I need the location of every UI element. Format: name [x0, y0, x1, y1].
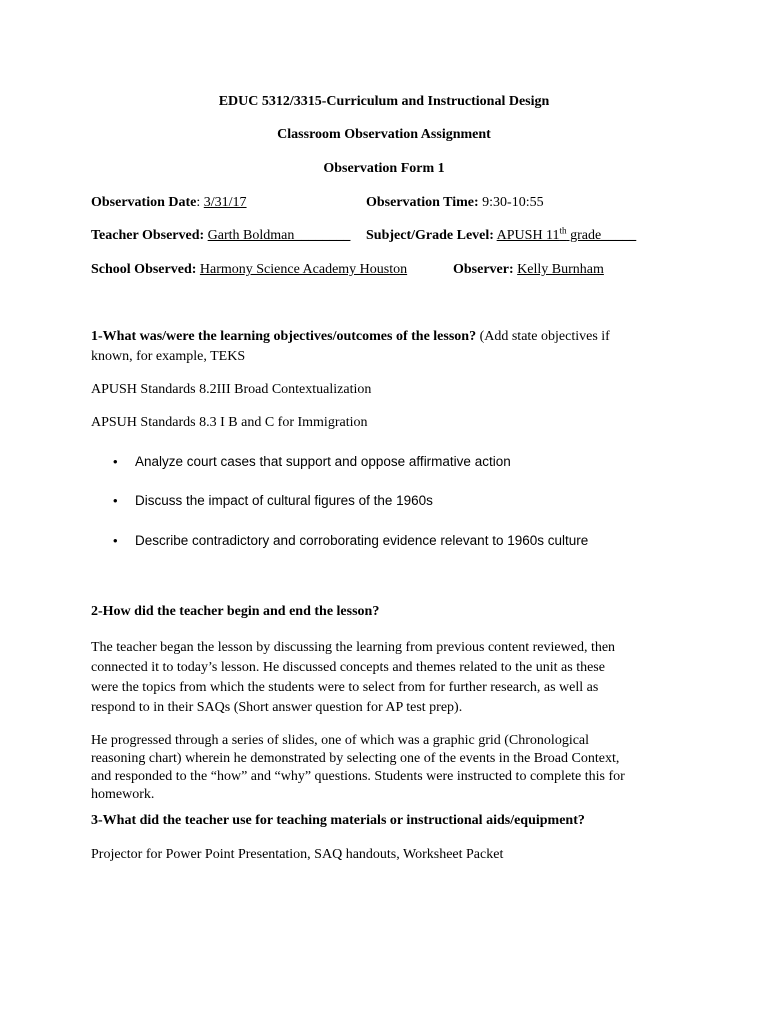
course-title: EDUC 5312/3315-Curriculum and Instructional Design: [218, 94, 550, 109]
observer-row: [453, 262, 604, 278]
paragraph-line: connected it to today’s lesson. He discussed concepts and themes related to the unit as these: [91, 660, 605, 675]
objective-text: Discuss the impact of cultural figures of the 1960s: [135, 493, 433, 508]
question-2: 2-How did the teacher begin and end the lesson?: [91, 604, 380, 619]
school-value: Harmony Science Academy Houston: [199, 262, 408, 277]
observation-time-label: Observation Time:: [366, 195, 479, 210]
standard-2: APSUH Standards 8.3 I B and C for Immigration: [91, 415, 368, 430]
paragraph-line: homework.: [91, 787, 155, 802]
question-1-hint: (Add state objectives if: [476, 329, 610, 344]
paragraph-line: reasoning chart) wherein he demonstrated by selecting one of the events in the Broad Context,: [91, 751, 620, 766]
subject-value-main: APUSH 11: [496, 228, 560, 243]
answer-2-paragraph-1: [91, 638, 681, 718]
subject-value-superscript: th: [559, 225, 567, 236]
paragraph-line: He progressed through a series of slides, one of which was a graphic grid (Chronological: [91, 733, 590, 748]
school-label: School Observed:: [91, 262, 197, 277]
objective-text: Describe contradictory and corroborating evidence relevant to 1960s culture: [135, 533, 589, 548]
observation-date-row: [91, 195, 247, 211]
teacher-row: [91, 228, 350, 244]
answer-3: Projector for Power Point Presentation, SAQ handouts, Worksheet Packet: [91, 847, 504, 862]
teacher-value: Garth Boldman________: [207, 228, 351, 243]
form-title: Observation Form 1: [323, 161, 445, 176]
objective-bullet-1: [113, 454, 511, 469]
bullet-icon: •: [113, 454, 118, 469]
objective-text: Analyze court cases that support and oppose affirmative action: [135, 454, 511, 469]
question-1-text: 1-What was/were the learning objectives/outcomes of the lesson?: [91, 329, 477, 344]
observation-time-value: 9:30-10:55: [478, 195, 544, 210]
observer-value: Kelly Burnham: [517, 262, 604, 277]
observation-time-row: [366, 195, 544, 211]
assignment-title: Classroom Observation Assignment: [277, 127, 491, 142]
question-1: [91, 327, 681, 367]
paragraph-line: respond to in their SAQs (Short answer question for AP test prep).: [91, 700, 463, 715]
observer-label: Observer:: [453, 262, 514, 277]
subject-row: [366, 225, 637, 244]
observation-date-label: Observation Date: [91, 195, 197, 210]
subject-value: [496, 225, 637, 243]
objective-bullet-2: [113, 493, 433, 508]
standard-1: APUSH Standards 8.2III Broad Contextualization: [91, 382, 372, 397]
school-row: [91, 262, 407, 278]
answer-2-paragraph-2: [91, 732, 681, 804]
question-3: 3-What did the teacher use for teaching materials or instructional aids/equipment?: [91, 813, 585, 828]
paragraph-line: The teacher began the lesson by discussing the learning from previous content reviewed, then: [91, 640, 616, 655]
observation-date-separator: :: [196, 195, 204, 210]
teacher-label: Teacher Observed:: [91, 228, 205, 243]
question-1-hint-cont: known, for example, TEKS: [91, 349, 246, 364]
objective-bullet-3: [113, 533, 588, 548]
paragraph-line: and responded to the “how” and “why” questions. Students were instructed to complete this for: [91, 769, 625, 784]
observation-date-value: 3/31/17: [203, 195, 247, 210]
bullet-icon: •: [113, 493, 118, 508]
bullet-icon: •: [113, 533, 118, 548]
subject-value-tail: grade_____: [566, 228, 637, 243]
subject-label: Subject/Grade Level:: [366, 228, 494, 243]
paragraph-line: were the topics from which the students were to select from for further research, as well as: [91, 680, 599, 695]
